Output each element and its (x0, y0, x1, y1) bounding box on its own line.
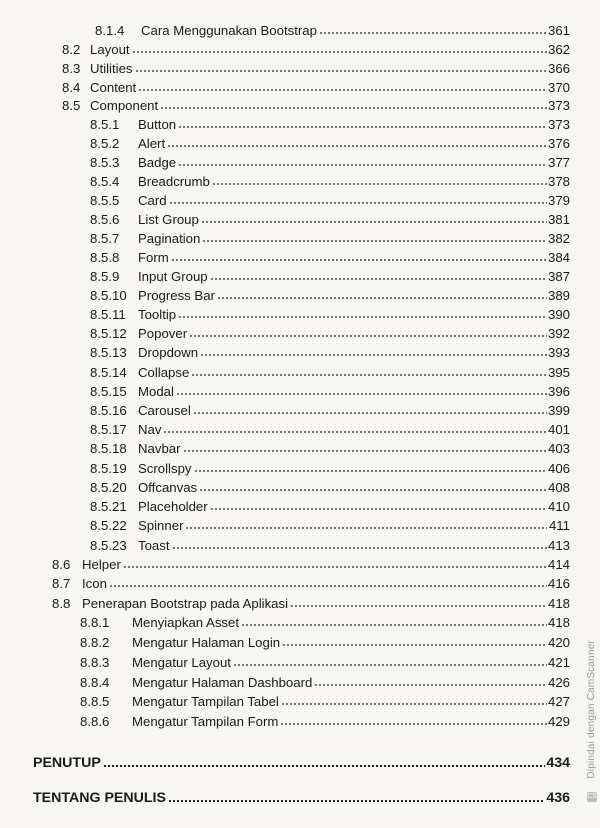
toc-entry-title: Tooltip (138, 307, 177, 322)
toc-entry-number: 8.2 (62, 42, 81, 57)
toc-entry-number: 8.5.1 (90, 117, 120, 132)
toc-entry (90, 496, 570, 515)
toc-entry-number: 8.8.4 (80, 675, 110, 690)
toc-entry-page: 361 (547, 23, 570, 38)
dot-leader (314, 683, 547, 687)
toc-entry-title: Mengatur Halaman Login (132, 635, 281, 650)
toc-entry-page: 379 (547, 193, 570, 208)
toc-entry-number: 8.5.13 (90, 345, 127, 360)
toc-entry-page: 416 (547, 576, 570, 591)
toc-entry (80, 691, 570, 710)
toc-entry-title: Modal (138, 384, 174, 399)
toc-entry-number: 8.8.2 (80, 635, 110, 650)
toc-entry-number: 8.5.4 (90, 174, 120, 189)
dot-leader (123, 565, 547, 569)
toc-entry (90, 535, 570, 554)
dot-leader (210, 277, 547, 281)
toc-entry (95, 20, 570, 39)
dot-leader (168, 799, 545, 803)
dot-leader (176, 392, 547, 396)
dot-leader (202, 239, 547, 243)
toc-entry-title: Component (90, 98, 159, 113)
toc-entry-number: 8.5.5 (90, 193, 120, 208)
toc-entry-number: 8.5.19 (90, 461, 127, 476)
toc-entry (90, 304, 570, 323)
toc-entry (90, 209, 570, 228)
toc-entry-page: 396 (547, 384, 570, 399)
toc-entry-number: 8.5.21 (90, 499, 127, 514)
toc-entry-page: 370 (547, 80, 570, 95)
toc-entry-title: Mengatur Layout (132, 655, 231, 670)
toc-entry-title: Spinner (138, 518, 184, 533)
dot-leader (103, 764, 546, 768)
toc-entry-page: 366 (547, 61, 570, 76)
toc-entry-page: 376 (547, 136, 570, 151)
toc-entry (90, 247, 570, 266)
toc-entry-title: Offcanvas (138, 480, 198, 495)
toc-entry (90, 266, 570, 285)
toc-closing-entry (33, 788, 570, 807)
dot-leader (178, 315, 547, 319)
toc-entry-number: 8.5.17 (90, 422, 127, 437)
dot-leader (160, 106, 547, 110)
scanner-watermark: Dipindai dengan CamScanner (586, 640, 597, 779)
dot-leader (282, 643, 547, 647)
toc-entry-page: 362 (547, 42, 570, 57)
dot-leader (189, 334, 547, 338)
toc-entry-number: 8.3 (62, 61, 81, 76)
toc-entry-page: 393 (547, 345, 570, 360)
toc-entry-title: Placeholder (138, 499, 208, 514)
toc-entry (90, 381, 570, 400)
toc-entry (90, 190, 570, 209)
toc-entry-title: Scrollspy (138, 461, 192, 476)
toc-entry-title: Popover (138, 326, 188, 341)
toc-entry-page: 414 (547, 557, 570, 572)
toc-entry-page: 382 (547, 231, 570, 246)
dot-leader (185, 526, 547, 530)
toc-entry-number: 8.5.10 (90, 288, 127, 303)
dot-leader (178, 125, 547, 129)
dot-leader (201, 220, 547, 224)
toc-entry-title: Cara Menggunakan Bootstrap (141, 23, 317, 38)
toc-entry-number: 8.5.8 (90, 250, 120, 265)
dot-leader (194, 469, 547, 473)
toc-entry-number: 8.5.12 (90, 326, 127, 341)
toc-entry-title: Helper (82, 557, 121, 572)
toc-entry-page: 411 (548, 518, 570, 533)
toc-entry (90, 400, 570, 419)
toc-entry-number: 8.4 (62, 80, 81, 95)
toc-entry (62, 77, 570, 96)
toc-closing-page: 436 (546, 790, 570, 806)
dot-leader (191, 373, 547, 377)
dot-leader (233, 663, 547, 667)
toc-entry (52, 593, 570, 612)
dot-leader (109, 584, 547, 588)
toc-entry-title: Form (138, 250, 169, 265)
toc-entry-number: 8.5.18 (90, 441, 127, 456)
toc-entry (62, 39, 570, 58)
dot-leader (212, 182, 547, 186)
toc-entry-page: 427 (547, 694, 570, 709)
dot-leader (135, 69, 547, 73)
toc-entry (90, 114, 570, 133)
toc-entry-title: Dropdown (138, 345, 199, 360)
toc-entry-page: 381 (547, 212, 570, 227)
toc-entry-page: 373 (547, 117, 570, 132)
toc-entry-page: 395 (547, 365, 570, 380)
toc-entry-page: 403 (547, 441, 570, 456)
toc-entry-number: 8.8.1 (80, 615, 110, 630)
dot-leader (193, 411, 547, 415)
toc-entry-title: Badge (138, 155, 177, 170)
toc-entry (80, 672, 570, 691)
toc-entry (90, 285, 570, 304)
toc-entry (90, 438, 570, 457)
toc-entry-title: Carousel (138, 403, 191, 418)
toc-entry (62, 95, 570, 114)
toc-closing-title: TENTANG PENULIS (33, 790, 166, 806)
toc-entry (90, 152, 570, 171)
toc-entry (80, 632, 570, 651)
toc-entry-number: 8.5.20 (90, 480, 127, 495)
toc-entry-number: 8.8.3 (80, 655, 110, 670)
toc-entry (90, 362, 570, 381)
toc-entry (90, 133, 570, 152)
dot-leader (290, 604, 547, 608)
toc-entry-number: 8.5.16 (90, 403, 127, 418)
dot-leader (281, 702, 547, 706)
dot-leader (171, 258, 547, 262)
toc-entry-title: Toast (138, 538, 170, 553)
toc-entry-number: 8.7 (52, 576, 71, 591)
toc-entry-title: Nav (138, 422, 162, 437)
toc-entry-title: Progress Bar (138, 288, 215, 303)
toc-entry-page: 392 (547, 326, 570, 341)
dot-leader (241, 623, 547, 627)
toc-entry-number: 8.5 (62, 98, 81, 113)
toc-entry-page: 399 (547, 403, 570, 418)
toc-entry-page: 384 (547, 250, 570, 265)
dot-leader (172, 546, 547, 550)
toc-entry (90, 228, 570, 247)
dot-leader (280, 722, 547, 726)
toc-entry-number: 8.5.15 (90, 384, 127, 399)
toc-entry (90, 477, 570, 496)
toc-entry-number: 8.5.7 (90, 231, 120, 246)
dot-leader (132, 50, 547, 54)
toc-entry-title: Input Group (138, 269, 208, 284)
toc-entry-title: Navbar (138, 441, 181, 456)
toc-entry (52, 573, 570, 592)
toc-entry-number: 8.6 (52, 557, 71, 572)
toc-entry-page: 389 (547, 288, 570, 303)
dot-leader (163, 430, 547, 434)
toc-entry-number: 8.8 (52, 596, 71, 611)
toc-entry (90, 323, 570, 342)
toc-entry-number: 8.5.23 (90, 538, 127, 553)
toc-entry-number: 8.5.11 (90, 307, 126, 322)
toc-entry-page: 390 (547, 307, 570, 322)
dot-leader (217, 296, 547, 300)
toc-entry-title: Utilities (90, 61, 133, 76)
toc-entry-title: List Group (138, 212, 199, 227)
toc-entry-title: Mengatur Tampilan Tabel (132, 694, 279, 709)
toc-entry-title: Breadcrumb (138, 174, 210, 189)
dot-leader (200, 353, 547, 357)
dot-leader (167, 144, 547, 148)
toc-entry-page: 418 (547, 615, 570, 630)
toc-entry-number: 8.5.2 (90, 136, 120, 151)
toc-entry-page: 408 (547, 480, 570, 495)
toc-entry-page: 429 (547, 714, 570, 729)
toc-entry-title: Mengatur Tampilan Form (132, 714, 279, 729)
toc-entry-title: Button (138, 117, 177, 132)
toc-entry-number: 8.5.22 (90, 518, 127, 533)
toc-entry-page: 420 (547, 635, 570, 650)
toc-entry (90, 458, 570, 477)
dot-leader (183, 449, 547, 453)
toc-entry-title: Content (90, 80, 137, 95)
toc-entry-page: 426 (547, 675, 570, 690)
toc-entry-number: 8.8.6 (80, 714, 110, 729)
dot-leader (319, 31, 547, 35)
dot-leader (138, 88, 547, 92)
dot-leader (169, 201, 547, 205)
toc-entry-page: 401 (547, 422, 570, 437)
toc-entry (52, 554, 570, 573)
toc-entry (90, 342, 570, 361)
toc-entry (90, 515, 570, 534)
toc-entry-page: 413 (547, 538, 570, 553)
toc-entry-page: 378 (547, 174, 570, 189)
toc-entry-page: 418 (547, 596, 570, 611)
toc-entry (62, 58, 570, 77)
toc-entry-title: Alert (138, 136, 166, 151)
toc-entry-title: Mengatur Halaman Dashboard (132, 675, 313, 690)
toc-entry-title: Layout (90, 42, 130, 57)
toc-entry (80, 612, 570, 631)
toc-entry-title: Icon (82, 576, 107, 591)
toc-entry-page: 421 (547, 655, 570, 670)
toc-entry-number: 8.5.3 (90, 155, 120, 170)
toc-entry-page: 387 (547, 269, 570, 284)
camscanner-icon: CS (587, 793, 597, 800)
toc-entry (90, 171, 570, 190)
toc-entry-title: Pagination (138, 231, 201, 246)
toc-entry-title: Card (138, 193, 167, 208)
toc-closing-page: 434 (546, 755, 570, 771)
toc-entry-number: 8.5.14 (90, 365, 127, 380)
toc-closing-entry (33, 753, 570, 772)
toc-entry-page: 377 (547, 155, 570, 170)
toc-closing-title: PENUTUP (33, 755, 101, 771)
toc-entry (80, 711, 570, 730)
dot-leader (199, 488, 547, 492)
toc-entry-number: 8.8.5 (80, 694, 110, 709)
toc-entry-page: 406 (547, 461, 570, 476)
toc-entry (80, 652, 570, 671)
toc-entry-title: Collapse (138, 365, 190, 380)
toc-entry-title: Penerapan Bootstrap pada Aplikasi (82, 596, 289, 611)
toc-entry (90, 419, 570, 438)
toc-entry-number: 8.5.6 (90, 212, 120, 227)
toc-entry-number: 8.5.9 (90, 269, 120, 284)
toc-entry-number: 8.1.4 (95, 23, 125, 38)
toc-entry-page: 373 (547, 98, 570, 113)
dot-leader (210, 507, 547, 511)
toc-entry-page: 410 (547, 499, 570, 514)
toc-entry-title: Menyiapkan Asset (132, 615, 240, 630)
dot-leader (178, 163, 547, 167)
